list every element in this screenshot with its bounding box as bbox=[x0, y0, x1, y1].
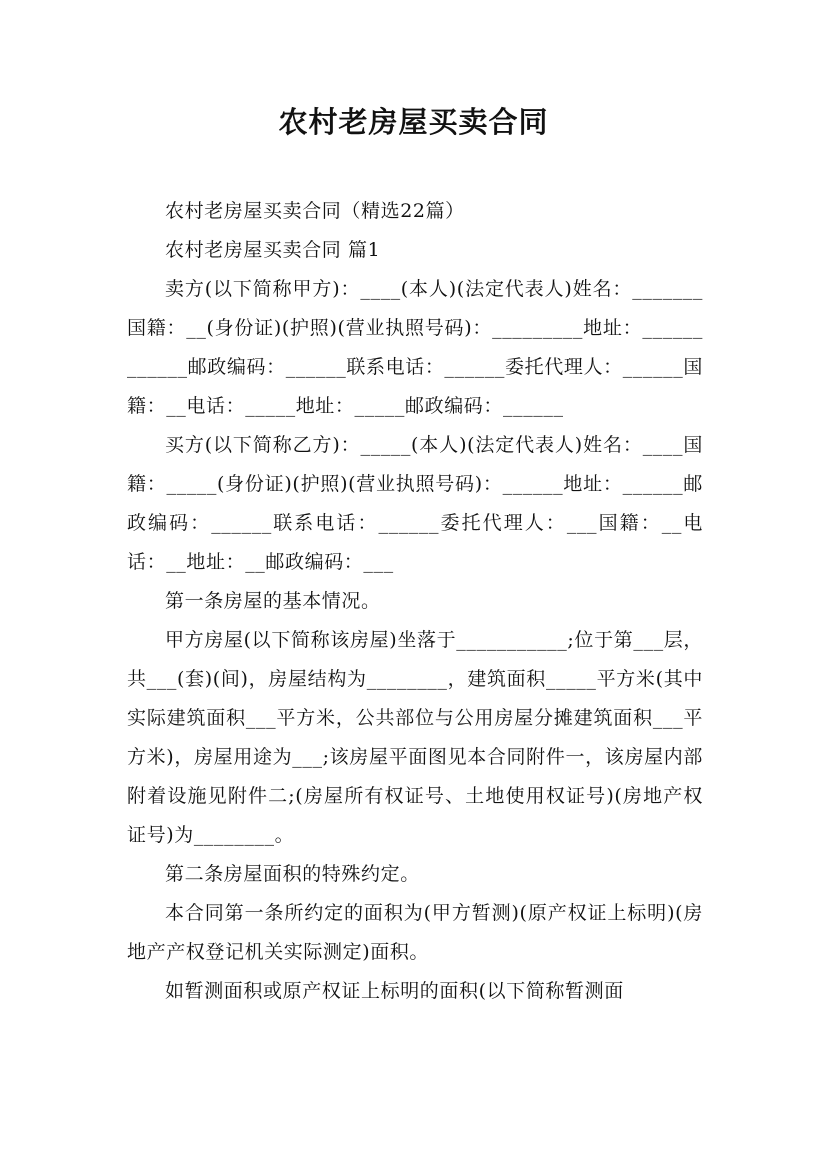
document-title: 农村老房屋买卖合同 bbox=[278, 105, 549, 139]
document-body bbox=[127, 192, 703, 1011]
paragraph-article-2-heading: 第二条房屋面积的特殊约定。 bbox=[165, 863, 420, 885]
paragraph-seller-info: 卖方(以下简称甲方)：____(本人)(法定代表人)姓名：_______国籍：__(身份证)(护照)(营业执照号码)：_________地址：____________邮政编码：______联系电话：______委托代理人：______国籍：__电话：_____地址：_____邮政编码：______ bbox=[127, 278, 703, 417]
paragraph-collection-title: 农村老房屋买卖合同（精选22篇） bbox=[165, 200, 465, 222]
paragraph-buyer-info: 买方(以下简称乙方)：_____(本人)(法定代表人)姓名：____国籍：_____(身份证)(护照)(营业执照号码)：______地址：______邮政编码：______联系电话：______委托代理人：___国籍：__电话：__地址：__邮政编码：___ bbox=[127, 434, 703, 573]
paragraph-article-1-heading: 第一条房屋的基本情况。 bbox=[165, 590, 381, 612]
paragraph-article-2-continued: 如暂测面积或原产权证上标明的面积(以下简称暂测面 bbox=[165, 980, 624, 1002]
paragraph-article-2-body: 本合同第一条所约定的面积为(甲方暂测)(原产权证上标明)(房地产产权登记机关实际测定)面积。 bbox=[127, 902, 703, 963]
paragraph-chapter-heading: 农村老房屋买卖合同 篇1 bbox=[165, 239, 381, 261]
paragraph-article-1-body: 甲方房屋(以下简称该房屋)坐落于___________;位于第___层，共___(套)(间)，房屋结构为________，建筑面积_____平方米(其中实际建筑面积___平方米，公共部位与公用房屋分摊建筑面积___平方米)，房屋用途为___;该房屋平面图见本合同附件一，该房屋内部附着设施见附件二;(房屋所有权证号、土地使用权证号)(房地产权证号)为________。 bbox=[127, 629, 703, 846]
